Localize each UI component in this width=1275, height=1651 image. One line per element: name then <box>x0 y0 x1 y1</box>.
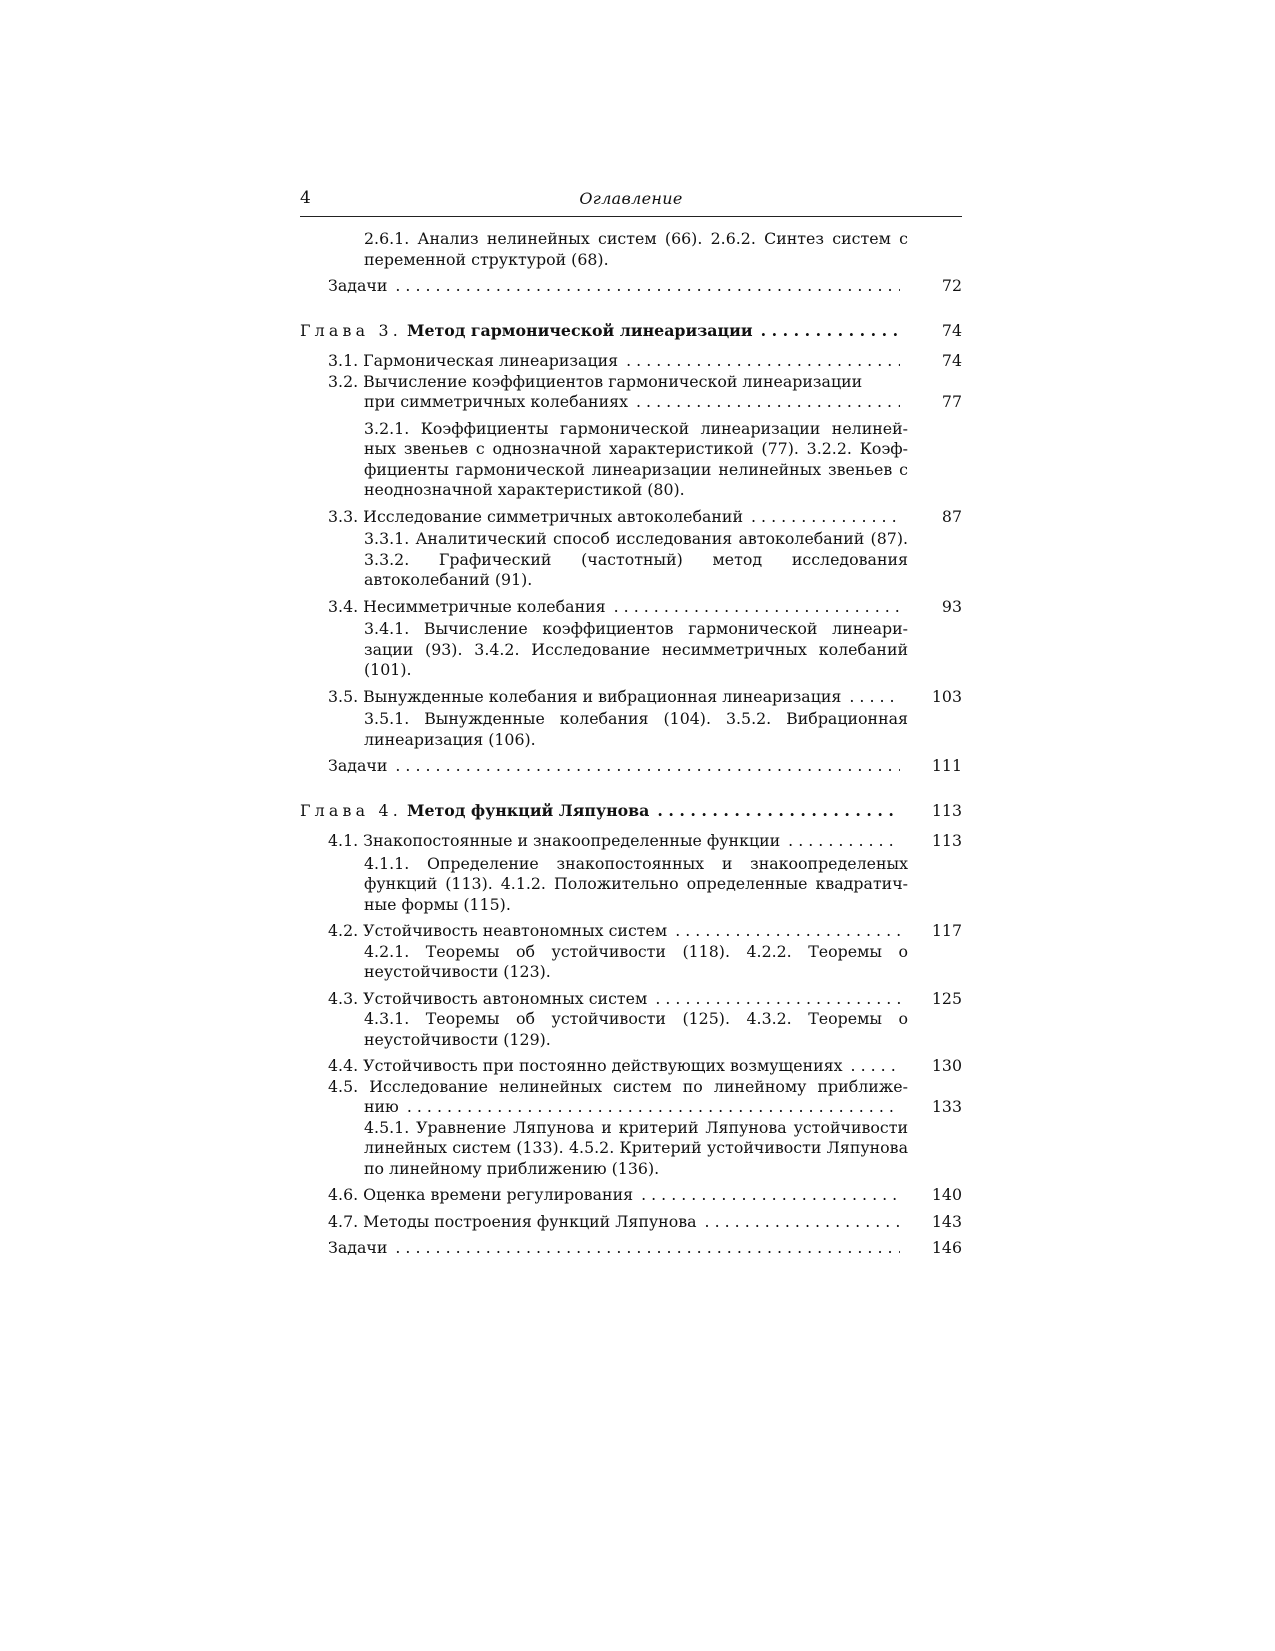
toc-chapter-4[interactable] <box>300 801 962 822</box>
leader-dots <box>641 1185 900 1206</box>
toc-entry-3-3[interactable]: 3.3. Исследование симметричных автоколебаний . . . 87 <box>328 507 962 528</box>
page-ref: 146 <box>931 1238 962 1257</box>
subsections-3-3: 3.3.1. Аналитический способ исследования автоколебаний (87). 3.3.2. Графический (частотный) метод исследования автоколебаний (91). <box>364 529 908 589</box>
leader-dots <box>655 989 900 1010</box>
page-number: 4 <box>300 188 311 208</box>
subsections-3-4: 3.4.1. Вычисление коэффициентов гармонической линеаризации (93). 3.4.2. Исследование несимметричных колебаний (101). <box>364 619 908 679</box>
page-ref: 93 <box>941 596 962 616</box>
page-ref: 87 <box>941 506 962 526</box>
toc-entry-4-7[interactable]: 4.7. Методы построения функций Ляпунова . . . 143 <box>328 1212 962 1233</box>
subsections-4-1: 4.1.1. Определение знакопостоянных и знакоопределеных функций (113). 4.1.2. Положительно определенные квадратичные формы (115). <box>364 853 908 914</box>
toc-entry-4-2[interactable]: 4.2. Устойчивость неавтономных систем . . . 117 <box>328 921 962 942</box>
page-ref: 133 <box>931 1097 962 1116</box>
page-ref: 143 <box>931 1211 962 1231</box>
running-title: Оглавление <box>579 189 683 208</box>
subsections-4-2: 4.2.1. Теоремы об устойчивости (118). 4.2.2. Теоремы о неустойчивости (123). <box>364 941 908 981</box>
toc-entry-4-3[interactable]: 4.3. Устойчивость автономных систем . . . 125 <box>328 989 962 1010</box>
leader-dots <box>636 392 900 413</box>
leader-dots <box>395 1238 900 1259</box>
page-ref: 130 <box>931 1056 962 1075</box>
page-ref: 74 <box>941 320 962 340</box>
page-ref: 140 <box>931 1185 962 1204</box>
leader-dots <box>849 687 900 708</box>
subsections-4-5: 4.5.1. Уравнение Ляпунова и критерий Ляпунова устойчивости линейных систем (133). 4.5.2. Критерий устойчивости Ляпунова по линейному приближению (136). <box>364 1117 908 1178</box>
leader-dots <box>407 1097 900 1118</box>
toc-entry-tasks-ch3[interactable]: Задачи . . . 111 <box>328 756 962 777</box>
page-ref: 113 <box>931 831 962 850</box>
toc-chapter-3[interactable] <box>300 321 962 342</box>
toc-entry-3-2-line1[interactable]: 3.2. Вычисление коэффициентов гармонической линеаризации <box>328 371 863 391</box>
leader-dots <box>657 801 900 822</box>
page-ref: 113 <box>931 800 962 820</box>
leader-dots <box>675 921 900 942</box>
chapter-title: Метод функций Ляпунова <box>406 800 650 820</box>
leader-dots <box>705 1212 900 1233</box>
subsections-3-5: 3.5.1. Вынужденные колебания (104). 3.5.2. Вибрационная линеаризация (106). <box>364 709 908 749</box>
toc-entry-4-1[interactable]: 4.1. Знакопостоянные и знакоопределенные функции . . . 113 <box>328 831 962 852</box>
page-ref: 103 <box>931 686 962 706</box>
leader-dots <box>851 1056 900 1077</box>
subsections-3-2: 3.2.1. Коэффициенты гармонической линеаризации нелинейных звеньев с однозначной характеристикой (77). 3.2.2. Коэффициенты гармонической линеаризации нелинейных звеньев с неоднозначной характеристикой (80). <box>364 418 908 499</box>
page-ref: 72 <box>941 276 962 295</box>
toc-entry-3-2[interactable]: при симметричных колебаниях . . . 77 <box>364 392 962 413</box>
leader-dots <box>614 597 900 618</box>
page-ref: 74 <box>941 351 962 370</box>
toc-entry-4-5[interactable]: нию . . . 133 <box>364 1097 962 1118</box>
chapter-label: Глава 4. <box>300 800 402 820</box>
page-ref: 77 <box>941 392 962 411</box>
toc-entry-4-4[interactable]: 4.4. Устойчивость при постоянно действующих возмущениях . . . 130 <box>328 1056 962 1077</box>
chapter-label: Глава 3. <box>300 320 402 340</box>
leader-dots <box>788 831 900 852</box>
leader-dots <box>761 321 900 342</box>
page-header <box>300 188 962 217</box>
leader-dots <box>395 276 900 297</box>
page-ref: 111 <box>931 756 962 775</box>
toc-entry-tasks-ch4[interactable]: Задачи . . . 146 <box>328 1238 962 1259</box>
page-ref: 117 <box>931 921 962 940</box>
toc-entry-tasks-ch2[interactable]: Задачи . . . 72 <box>328 276 962 297</box>
toc-entry-4-6[interactable]: 4.6. Оценка времени регулирования . . . 140 <box>328 1185 962 1206</box>
leader-dots <box>626 351 900 372</box>
page-ref: 125 <box>931 988 962 1008</box>
leader-dots <box>395 756 900 777</box>
subsections-2-6: 2.6.1. Анализ нелинейных систем (66). 2.6.2. Синтез систем с переменной структурой (68). <box>364 229 908 269</box>
toc-entry-3-5[interactable]: 3.5. Вынужденные колебания и вибрационная линеаризация . . . 103 <box>328 687 962 708</box>
subsections-4-3: 4.3.1. Теоремы об устойчивости (125). 4.3.2. Теоремы о неустойчивости (129). <box>364 1009 908 1049</box>
toc-entry-3-4[interactable]: 3.4. Несимметричные колебания . . . 93 <box>328 597 962 618</box>
toc-entry-4-5-line1[interactable]: 4.5. Исследование нелинейных систем по линейному приближе- <box>328 1076 908 1096</box>
toc-entry-3-1[interactable]: 3.1. Гармоническая линеаризация . . . 74 <box>328 351 962 372</box>
chapter-title: Метод гармонической линеаризации <box>406 320 753 340</box>
toc-page <box>300 188 962 1259</box>
leader-dots <box>751 507 900 528</box>
